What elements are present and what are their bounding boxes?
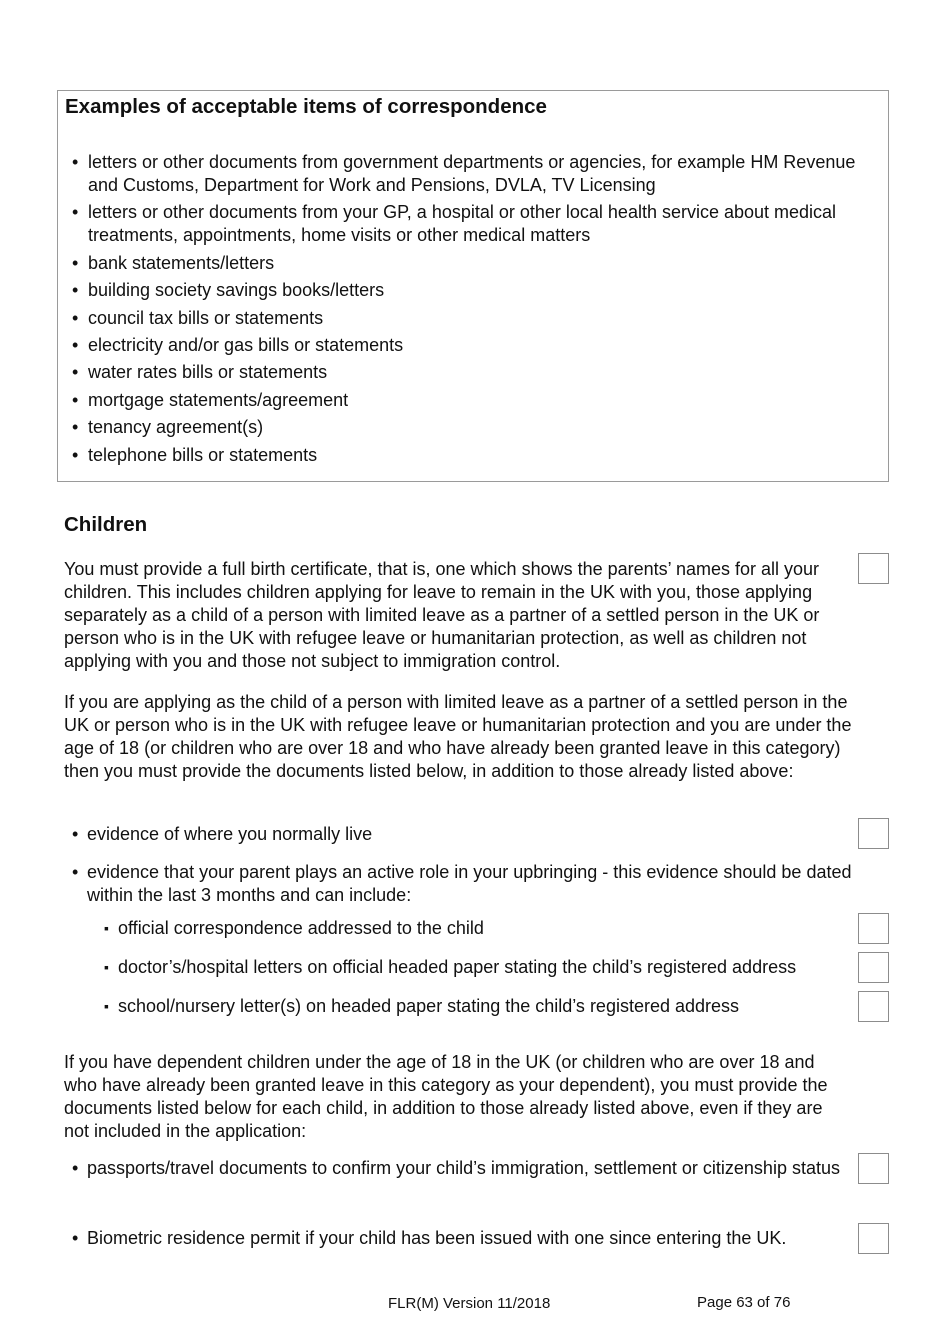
list-item <box>72 1227 852 1250</box>
list-item: • letters or other documents from government departments or agencies, for example HM Revenue and Customs, Department for Work and Pensions, DVLA, TV Licensing <box>72 151 887 197</box>
square-bullet-icon: ▪ <box>104 998 109 1014</box>
evidence-live-checkbox[interactable] <box>858 818 889 849</box>
list-item: • letters or other documents from your GP, a hospital or other local health service about medical treatments, appointments, home visits or other medical matters <box>72 201 887 247</box>
square-bullet-icon: ▪ <box>104 920 109 936</box>
list-item <box>72 861 862 907</box>
passports-checkbox[interactable] <box>858 1153 889 1184</box>
official-correspondence-checkbox[interactable] <box>858 913 889 944</box>
list-item: • mortgage statements/agreement <box>72 389 887 412</box>
list-item: • water rates bills or statements <box>72 361 887 384</box>
bullet-icon: • <box>72 1228 79 1248</box>
evidence-live-text: evidence of where you normally live <box>87 824 373 844</box>
list-item <box>104 995 739 1018</box>
birth-certificate-paragraph: You must provide a full birth certificate, that is, one which shows the parents’ names for all your children. This includes children applying for leave to remain in the UK with you, those applying separately as a child of a person with limited leave as a partner of a settled person in the UK or person who is in the UK with refugee leave or humanitarian protection, as well as children not applying with you and those not subject to immigration control. <box>64 559 820 671</box>
list-item <box>72 1157 847 1180</box>
square-bullet-icon: ▪ <box>104 959 109 975</box>
brp-text: Biometric residence permit if your child has been issued with one since entering the UK. <box>87 1228 787 1248</box>
correspondence-examples-box <box>57 90 889 482</box>
list-item: • bank statements/letters <box>72 252 887 275</box>
sub-item-text: official correspondence addressed to the child <box>118 918 484 938</box>
brp-checkbox[interactable] <box>858 1223 889 1254</box>
bullet-icon: • <box>72 1158 79 1178</box>
school-letters-checkbox[interactable] <box>858 991 889 1022</box>
list-item: • tenancy agreement(s) <box>72 416 887 439</box>
sub-item-text: school/nursery letter(s) on headed paper stating the child’s registered address <box>118 996 740 1016</box>
page-number: Page 63 of 76 <box>697 1294 791 1311</box>
passports-text: passports/travel documents to confirm your child’s immigration, settlement or citizenship status <box>87 1158 840 1178</box>
doctor-letters-checkbox[interactable] <box>858 952 889 983</box>
bullet-icon: • <box>72 862 79 882</box>
list-item <box>104 956 796 979</box>
evidence-parent-text: evidence that your parent plays an active role in your upbringing - this evidence should be dated within the last 3 months and can include: <box>87 862 852 905</box>
sub-item-text: doctor’s/hospital letters on official headed paper stating the child’s registered address <box>118 957 797 977</box>
child-applicant-paragraph: If you are applying as the child of a person with limited leave as a partner of a settled person in the UK or person who is in the UK with refugee leave or humanitarian protection and you are under the age of 18 (or children who are over 18 and who have already been granted leave in this category) then you must provide the documents listed below, in addition to those already listed above: <box>64 692 852 781</box>
correspondence-list <box>72 151 887 471</box>
list-item: • telephone bills or statements <box>72 444 887 467</box>
children-heading: Children <box>64 513 148 536</box>
list-item: • electricity and/or gas bills or statements <box>72 334 887 357</box>
list-item: • building society savings books/letters <box>72 279 887 302</box>
bullet-icon: • <box>72 824 79 844</box>
correspondence-heading: Examples of acceptable items of correspondence <box>65 95 547 118</box>
birth-certificate-checkbox[interactable] <box>858 553 889 584</box>
list-item: • council tax bills or statements <box>72 307 887 330</box>
list-item <box>72 823 847 846</box>
dependent-children-paragraph: If you have dependent children under the age of 18 in the UK (or children who are over 18 and who have already been granted leave in this category as your dependent), you must provide the documents listed below for each child, in addition to those already listed above, even if they are not included in the application: <box>64 1052 828 1141</box>
list-item <box>104 917 484 940</box>
form-version: FLR(M) Version 11/2018 <box>388 1295 551 1312</box>
